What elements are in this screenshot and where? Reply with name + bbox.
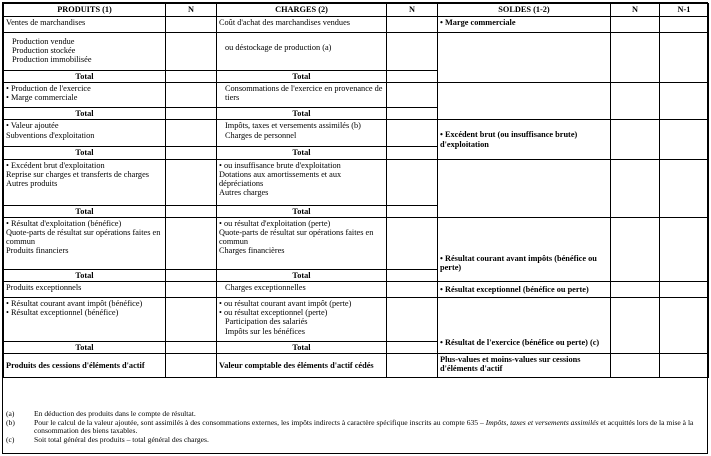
produit-line: Production stockée <box>12 46 76 56</box>
amount-cell <box>611 217 660 281</box>
sig-table <box>3 3 709 378</box>
amount-cell <box>660 282 709 298</box>
total-charges: Total <box>217 108 387 120</box>
amount-cell <box>387 83 438 108</box>
header-n-charges: N <box>387 4 438 17</box>
row-valeur-ajoutee <box>4 83 709 108</box>
row-resultat-exercice <box>4 298 709 342</box>
produits-cell <box>4 33 166 71</box>
amount-cell <box>387 159 438 205</box>
produits-cell <box>4 282 166 298</box>
amount-cell <box>387 120 438 147</box>
amount-cell <box>660 354 709 378</box>
footnotes <box>6 410 706 444</box>
amount-cell <box>611 159 660 217</box>
produit-line: Production vendue <box>12 37 75 46</box>
produits-cell <box>4 120 166 147</box>
total-charges: Total <box>217 205 387 217</box>
solde-cell <box>438 83 611 120</box>
produit-line: Reprise sur charges et transferts de charges <box>6 169 149 179</box>
amount-cell <box>166 342 217 354</box>
amount-cell <box>166 269 217 281</box>
header-n-soldes: N <box>611 4 660 17</box>
charge-line: • ou résultat d'exploitation (perte) <box>219 218 331 228</box>
total-produits: Total <box>4 269 166 281</box>
row-cessions <box>4 354 709 378</box>
footnote-key: (c) <box>6 434 15 444</box>
charges-cell <box>217 83 387 108</box>
amount-cell <box>611 298 660 354</box>
amount-cell <box>387 33 438 71</box>
footnote-text: En déduction des produits dans le compte de résultat. <box>34 409 196 418</box>
charge-line: Dotations aux amortissements et aux dépréciations <box>219 169 342 189</box>
header-n-produits: N <box>166 4 217 17</box>
footnote-text-part: et acquittés lors de la mise à la consommation des biens taxables. <box>34 417 694 436</box>
amount-cell <box>166 120 217 147</box>
row-resultat-exploitation <box>4 159 709 205</box>
total-charges: Total <box>217 342 387 354</box>
amount-cell <box>660 159 709 217</box>
amount-cell <box>166 159 217 205</box>
produits-cell <box>4 159 166 205</box>
charge-line: • ou résultat exceptionnel (perte) <box>219 308 328 318</box>
header-produits: PRODUITS (1) <box>4 4 166 17</box>
amount-cell <box>387 17 438 33</box>
solde-cell: • Marge commerciale <box>438 17 611 33</box>
charge-line: Impôts sur les bénéfices <box>225 326 305 336</box>
amount-cell <box>611 120 660 159</box>
produit-line: • Résultat d'exploitation (bénéfice) <box>6 218 122 228</box>
footnote-key: (a) <box>6 409 15 418</box>
charges-cell <box>217 33 387 71</box>
charges-cell <box>217 17 387 33</box>
row-ebe <box>4 120 709 147</box>
solde-cell <box>438 33 611 83</box>
produit-line: Quote-parts de résultat sur opérations faites en commun <box>6 228 161 247</box>
solde-cell: Plus-values et moins-values sur cessions d'éléments d'actif <box>438 354 611 378</box>
row-resultat-courant <box>4 217 709 269</box>
produit-line: Autres produits <box>6 179 58 189</box>
amount-cell <box>166 83 217 108</box>
charges-cell <box>217 282 387 298</box>
amount-cell <box>387 354 438 378</box>
amount-cell <box>387 298 438 342</box>
produit-line: • Valeur ajoutée <box>6 121 59 131</box>
charges-cell <box>217 159 387 205</box>
header-soldes: SOLDES (1-2) <box>438 4 611 17</box>
produit-line: • Résultat exceptionnel (bénéfice) <box>6 308 119 318</box>
charge-line: Quote-parts de résultat sur opérations faites en commun <box>219 228 374 247</box>
amount-cell <box>387 205 438 217</box>
solde-cell <box>438 159 611 217</box>
footnote-text-part: Pour le calcul de la valeur ajoutée, sont assimilés à des consommations externes, les impôts indirects à caractère spécifique inscrits au compte 635 – <box>34 417 486 427</box>
amount-cell <box>387 217 438 269</box>
charge-line: • ou résultat courant avant impôt (perte) <box>219 299 352 309</box>
header-row <box>4 4 709 17</box>
amount-cell <box>166 354 217 378</box>
footnote-text: Soit total général des produits – total général des charges. <box>34 434 209 444</box>
amount-cell <box>660 120 709 159</box>
amount-cell <box>611 17 660 33</box>
footnote-key: (b) <box>6 417 15 427</box>
produit-line: Production immobilisée <box>12 55 92 65</box>
amount-cell <box>387 108 438 120</box>
amount-cell <box>611 33 660 83</box>
amount-cell <box>166 217 217 269</box>
total-charges: Total <box>217 269 387 281</box>
amount-cell <box>166 298 217 342</box>
total-produits: Total <box>4 71 166 83</box>
produit-line: Ventes de marchandises <box>6 18 86 27</box>
amount-cell <box>611 282 660 298</box>
produit-line: • Production de l'exercice <box>6 84 91 94</box>
solde-cell: • Résultat courant avant impôts (bénéfice ou perte) <box>438 217 611 281</box>
charge-line: ou déstockage de production (a) <box>225 43 332 52</box>
produits-cell <box>4 17 166 33</box>
amount-cell <box>166 282 217 298</box>
amount-cell <box>660 33 709 83</box>
amount-cell <box>387 342 438 354</box>
total-charges: Total <box>217 147 387 159</box>
amount-cell <box>166 147 217 159</box>
amount-cell <box>166 33 217 71</box>
header-charges: CHARGES (2) <box>217 4 387 17</box>
total-produits: Total <box>4 108 166 120</box>
solde-cell: • Excédent brut (ou insuffisance brute) d'exploitation <box>438 120 611 159</box>
footnote-text-italic: Impôts, taxes et versements assimilés <box>485 417 599 427</box>
charges-cell <box>217 120 387 147</box>
charge-line: Impôts, taxes et versements assimilés (b) <box>225 121 361 131</box>
row-marge <box>4 17 709 33</box>
row-production <box>4 33 709 71</box>
produits-cell: Produits des cessions d'éléments d'actif <box>4 354 166 378</box>
amount-cell <box>166 108 217 120</box>
produits-cell <box>4 83 166 108</box>
produit-line: Produits financiers <box>6 246 69 256</box>
produit-line: • Excédent brut d'exploitation <box>6 160 105 170</box>
total-produits: Total <box>4 147 166 159</box>
charge-line: Autres charges <box>219 188 269 198</box>
document-frame <box>2 2 708 454</box>
charge-line: Charges de personnel <box>225 130 297 140</box>
amount-cell <box>166 71 217 83</box>
amount-cell <box>166 17 217 33</box>
produit-line: • Résultat courant avant impôt (bénéfice) <box>6 299 143 309</box>
produits-cell <box>4 217 166 269</box>
total-produits: Total <box>4 205 166 217</box>
charge-line: Charges exceptionnelles <box>225 283 306 293</box>
charge-line: Coût d'achat des marchandises vendues <box>219 18 350 27</box>
amount-cell <box>387 147 438 159</box>
solde-cell: • Résultat de l'exercice (bénéfice ou perte) (c) <box>438 298 611 354</box>
amount-cell <box>387 282 438 298</box>
produit-line: Subventions d'exploitation <box>6 130 95 140</box>
charge-line: Participation des salariés <box>225 317 308 327</box>
amount-cell <box>660 17 709 33</box>
footnote <box>6 419 706 436</box>
footnote-text <box>34 419 706 436</box>
amount-cell <box>660 217 709 281</box>
produits-cell <box>4 298 166 342</box>
row-resultat-exceptionnel <box>4 282 709 298</box>
footnote <box>6 436 706 445</box>
header-n-minus-1: N-1 <box>660 4 709 17</box>
amount-cell <box>611 83 660 120</box>
total-produits: Total <box>4 342 166 354</box>
total-charges: Total <box>217 71 387 83</box>
amount-cell <box>387 71 438 83</box>
amount-cell <box>387 269 438 281</box>
charges-cell <box>217 217 387 269</box>
charge-line: • ou insuffisance brute d'exploitation <box>219 160 341 170</box>
produit-line: Produits exceptionnels <box>6 283 82 293</box>
charges-cell <box>217 298 387 342</box>
charges-cell: Valeur comptable des éléments d'actif cédés <box>217 354 387 378</box>
charge-line: Consommations de l'exercice en provenance de tiers <box>225 84 383 103</box>
amount-cell <box>611 354 660 378</box>
solde-cell: • Résultat exceptionnel (bénéfice ou perte) <box>438 282 611 298</box>
charge-line: Charges financières <box>219 246 285 256</box>
amount-cell <box>660 83 709 120</box>
produit-line: • Marge commerciale <box>6 93 78 103</box>
amount-cell <box>166 205 217 217</box>
amount-cell <box>660 298 709 354</box>
